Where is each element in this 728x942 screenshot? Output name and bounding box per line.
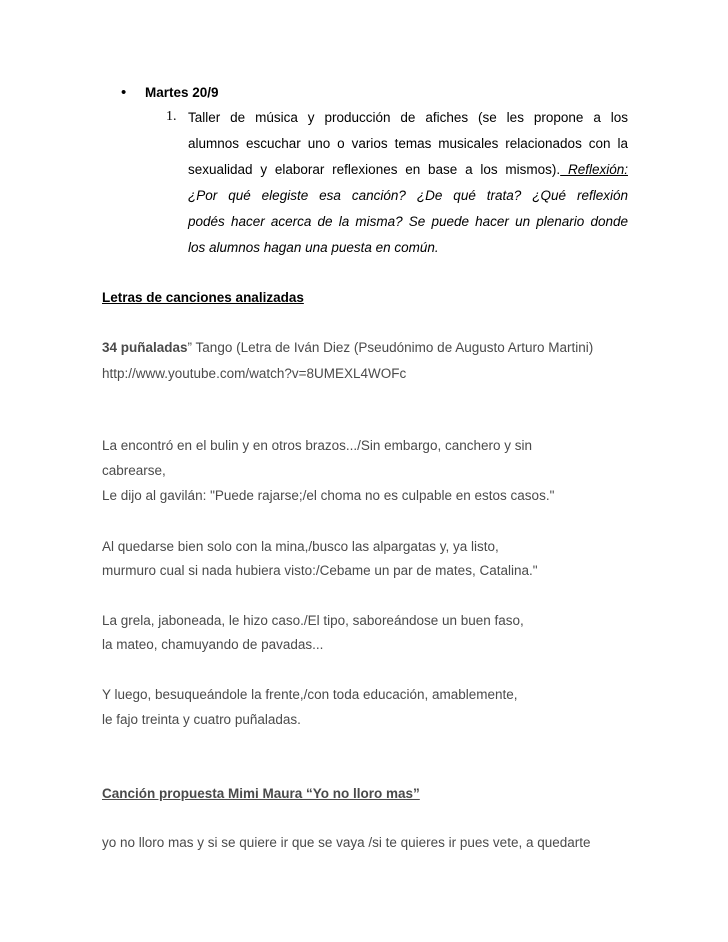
lyric-line: cabrearse, [102,463,166,478]
lyric-line: murmuro cual si nada hubiera visto:/Cebame un par de mates, Catalina." [102,563,538,578]
lyric-line: La encontró en el bulin y en otros brazos.../Sin embargo, canchero y sin [102,438,532,453]
song1-link[interactable]: http://www.youtube.com/watch?v=8UMEXL4WOFc [102,366,407,381]
song2-first-line: yo no lloro mas y si se quiere ir que se vaya /si te quieres ir pues vete, a quedarte [102,835,591,850]
item-line-2: alumnos escuchar uno o varios temas musicales relacionados con la [188,136,628,151]
reflexion-label: Reflexión: [560,162,628,177]
lyric-line: Le dijo al gavilán: "Puede rajarse;/el choma no es culpable en estos casos." [102,488,555,503]
lyric-line: Y luego, besuqueándole la frente,/con toda educación, amablemente, [102,687,518,702]
lyric-line: Al quedarse bien solo con la mina,/busco las alpargatas y, ya listo, [102,539,499,554]
item-line-3 [188,162,628,177]
lyric-line: le fajo treinta y cuatro puñaladas. [102,712,301,727]
day-label: Martes 20/9 [145,85,219,100]
song1-title: 34 puñaladas [102,340,188,355]
item-last-line: los alumnos hagan una puesta en común. [188,240,439,255]
item-line-1: Taller de música y producción de afiches (se les propone a los [188,110,628,125]
item-question-2: podés hacer acerca de la misma? Se puede hacer un plenario donde [188,214,628,229]
song1-info: ” Tango (Letra de Iván Diez (Pseudónimo de Augusto Arturo Martini) [187,340,594,355]
list-number: 1. [166,109,177,124]
lyric-line: la mateo, chamuyando de pavadas... [102,637,324,652]
bullet-icon: • [121,84,127,101]
item-question-1: ¿Por qué elegiste esa canción? ¿De qué trata? ¿Qué reflexión [188,188,628,203]
lyrics-heading: Letras de canciones analizadas [102,290,304,305]
lyric-line: La grela, jaboneada, le hizo caso./El tipo, saboreándose un buen faso, [102,613,524,628]
song2-heading: Canción propuesta Mimi Maura “Yo no lloro mas” [102,786,420,801]
song1-header [102,340,593,355]
item-line-3-text: sexualidad y elaborar reflexiones en base a los mismos). [188,162,561,177]
